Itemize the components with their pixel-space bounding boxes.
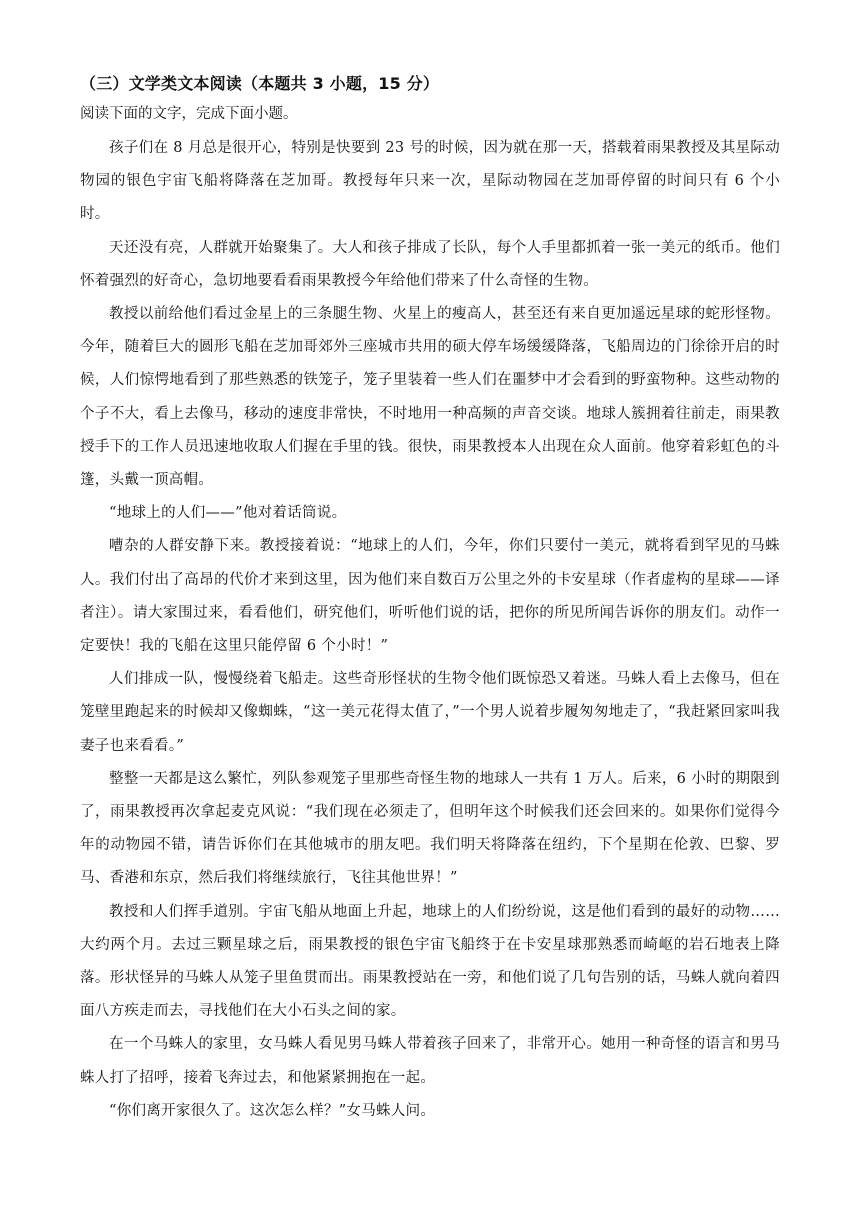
story-paragraph: 教授和人们挥手道别。宇宙飞船从地面上升起，地球上的人们纷纷说，这是他们看到的最好的动物……大约两个月。去过三颗星球之后，雨果教授的银色宇宙飞船终于在卡安星球那熟悉而崎岖的岩石地表上降落。形状怪异的马蛛人从笼子里鱼贯而出。雨果教授站在一旁，和他们说了几句告别的话，马蛛人就向着四面八方疾走而去，寻找他们在大小石头之间的家。: [80, 903, 780, 1020]
story-paragraph: 教授以前给他们看过金星上的三条腿生物、火星上的瘦高人，甚至还有来自更加遥远星球的蛇形怪物。今年，随着巨大的圆形飞船在芝加哥郊外三座城市共用的硕大停车场缓缓降落，飞船周边的门徐徐开启的时候，人们惊愕地看到了那些熟悉的铁笼子，笼子里装着一些人们在噩梦中才会看到的野蛮物种。这些动物的个子不大，看上去像马，移动的速度非常快，不时地用一种高频的声音交谈。地球人簇拥着往前走，雨果教授手下的工作人员迅速地收取人们握在手里的钱。很快，雨果教授本人出现在众人面前。他穿着彩虹色的斗篷，头戴一顶高帽。: [80, 306, 780, 489]
story-paragraph: 人们排成一队，慢慢绕着飞船走。这些奇形怪状的生物令他们既惊恐又着迷。马蛛人看上去像马，但在笼壁里跑起来的时候却又像蜘蛛，“这一美元花得太值了，”一个男人说着步履匆匆地走了，“我赶紧回家叫我妻子也来看看。”: [80, 671, 780, 754]
section-instruction: 阅读下面的文字，完成下面小题。: [80, 106, 298, 122]
section-heading: （三）文学类文本阅读（本题共 3 小题，15 分）: [80, 74, 440, 93]
story-paragraph: 在一个马蛛人的家里，女马蛛人看见男马蛛人带着孩子回来了，非常开心。她用一种奇怪的语言和男马蛛人打了招呼，接着飞奔过去，和他紧紧拥抱在一起。: [80, 1036, 780, 1086]
story-paragraph: 整整一天都是这么繁忙，列队参观笼子里那些奇怪生物的地球人一共有 1 万人。后来，6 小时的期限到了，雨果教授再次拿起麦克风说：“我们现在必须走了，但明年这个时候我们还会回来的。如果你们觉得今年的动物园不错，请告诉你们在其他城市的朋友吧。我们明天将降落在纽约，下个星期在伦敦、巴黎、罗马、香港和东京，然后我们将继续旅行，飞往其他世界！”: [80, 770, 780, 887]
story-paragraph: 天还没有亮，人群就开始聚集了。大人和孩子排成了长队，每个人手里都抓着一张一美元的纸币。他们怀着强烈的好奇心，急切地要看看雨果教授今年给他们带来了什么奇怪的生物。: [80, 239, 780, 289]
story-paragraph: 嘈杂的人群安静下来。教授接着说：“地球上的人们，今年，你们只要付一美元，就将看到罕见的马蛛人。我们付出了高昂的代价才来到这里，因为他们来自数百万公里之外的卡安星球（作者虚构的星球——译者注）。请大家围过来，看看他们，研究他们，听听他们说的话，把你的所见所闻告诉你的朋友们。动作一定要快！我的飞船在这里只能停留 6 个小时！”: [80, 538, 780, 655]
reading-section: [80, 70, 780, 1128]
story-paragraph: 孩子们在 8 月总是很开心，特别是快要到 23 号的时候，因为就在那一天，搭载着雨果教授及其星际动物园的银色宇宙飞船将降落在芝加哥。教授每年只来一次，星际动物园在芝加哥停留的时间只有 6 个小时。: [80, 140, 780, 223]
story-paragraph: “地球上的人们——”他对着话筒说。: [109, 505, 347, 522]
story-paragraph: “你们离开家很久了。这次怎么样？”女马蛛人问。: [109, 1102, 436, 1119]
